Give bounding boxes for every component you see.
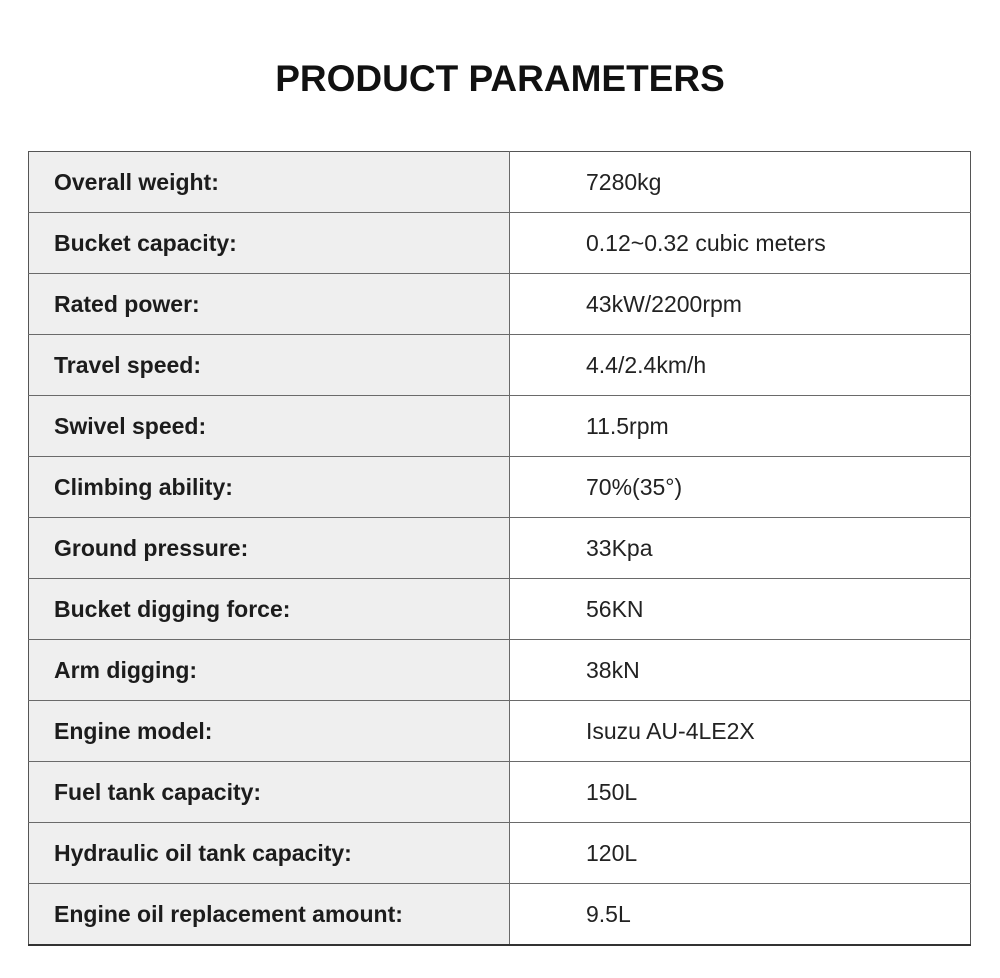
parameter-value: Isuzu AU-4LE2X (510, 701, 971, 762)
parameter-label: Engine model: (29, 701, 510, 762)
parameter-label: Swivel speed: (29, 396, 510, 457)
table-row (29, 701, 971, 762)
parameters-table (28, 151, 971, 946)
parameter-label: Ground pressure: (29, 518, 510, 579)
table-row (29, 274, 971, 335)
parameter-label: Bucket capacity: (29, 213, 510, 274)
parameter-label: Overall weight: (29, 152, 510, 213)
parameter-value: 120L (510, 823, 971, 884)
table-row (29, 640, 971, 701)
parameter-value: 56KN (510, 579, 971, 640)
parameter-value: 70%(35°) (510, 457, 971, 518)
table-row (29, 884, 971, 946)
parameter-value: 11.5rpm (510, 396, 971, 457)
table-row (29, 823, 971, 884)
parameter-label: Engine oil replacement amount: (29, 884, 510, 946)
parameter-label: Arm digging: (29, 640, 510, 701)
table-row (29, 762, 971, 823)
page-title: PRODUCT PARAMETERS (275, 58, 725, 99)
parameter-value: 4.4/2.4km/h (510, 335, 971, 396)
parameter-value: 0.12~0.32 cubic meters (510, 213, 971, 274)
parameter-label: Fuel tank capacity: (29, 762, 510, 823)
table-row (29, 152, 971, 213)
table-row (29, 213, 971, 274)
parameter-value: 7280kg (510, 152, 971, 213)
parameter-label: Bucket digging force: (29, 579, 510, 640)
parameter-value: 33Kpa (510, 518, 971, 579)
table-row (29, 457, 971, 518)
table-row (29, 335, 971, 396)
parameter-label: Rated power: (29, 274, 510, 335)
parameter-value: 150L (510, 762, 971, 823)
parameter-label: Hydraulic oil tank capacity: (29, 823, 510, 884)
table-row (29, 518, 971, 579)
parameter-value: 43kW/2200rpm (510, 274, 971, 335)
table-row (29, 579, 971, 640)
parameter-label: Travel speed: (29, 335, 510, 396)
parameter-value: 9.5L (510, 884, 971, 946)
parameter-label: Climbing ability: (29, 457, 510, 518)
parameter-value: 38kN (510, 640, 971, 701)
table-row (29, 396, 971, 457)
